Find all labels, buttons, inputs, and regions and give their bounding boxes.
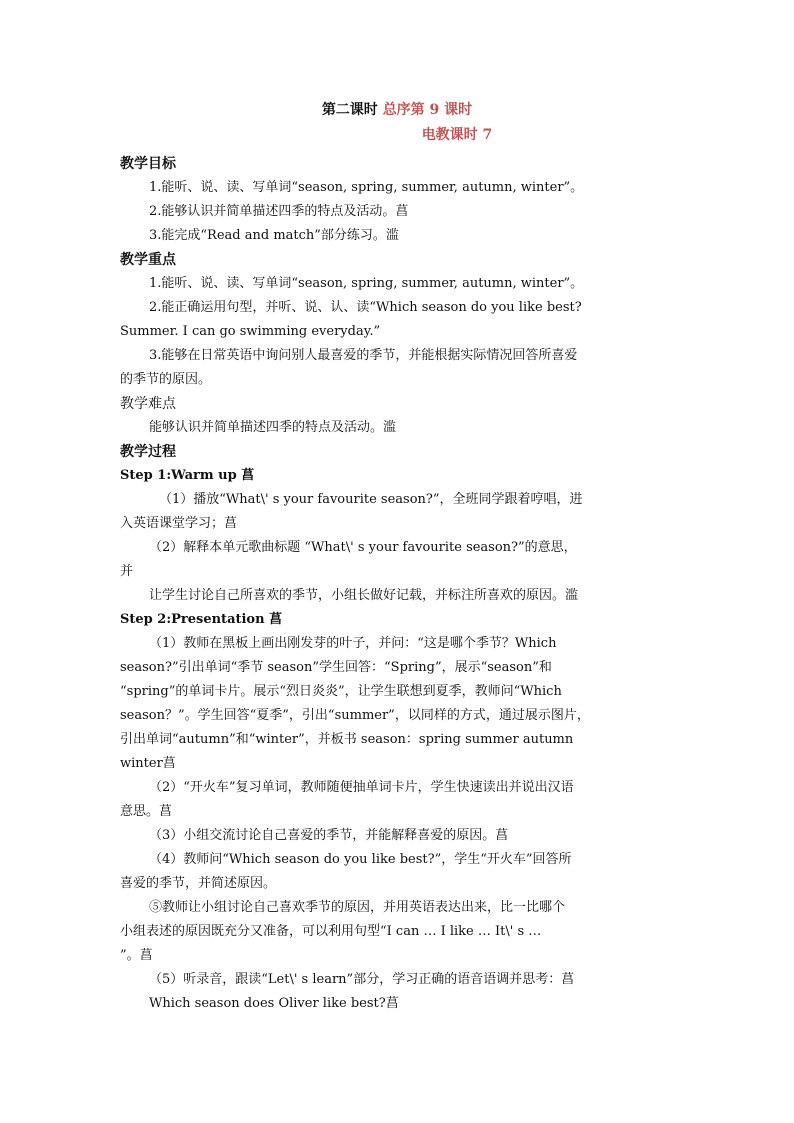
step1-line: 让学生讨论自己所喜欢的季节，小组长做好记载，并标注所喜欢的原因。滥 [149,588,579,603]
step2-line: winter菖 [120,756,176,771]
difficulty-heading: 教学难点 [120,396,176,412]
goal-item: 1.能听、说、读、写单词“season, spring, summer, autumn, winter”。 [149,180,584,195]
step2-line: （2）“开火车”复习单词，教师随便抽单词卡片，学生快速读出并说出汉语 [149,780,574,795]
goal-item: 3.能完成“Read and match”部分练习。滥 [149,228,399,243]
step2-line: Which season does Oliver like best?菖 [149,996,399,1011]
step2-line: season？”。学生回答“夏季”，引出“summer”，以同样的方式，通过展示图片， [120,708,590,723]
step2-line: 引出单词“autumn”和“winter”，并板书 season：spring summer autumn [120,732,574,747]
step2-heading: Step 2:Presentation 菖 [120,612,283,627]
step2-line: 小组表述的原因既充分又准备，可以利用句型“I can … I like … It\' s … [120,924,542,939]
goal-item: 2.能够认识并简单描述四季的特点及活动。菖 [149,204,409,219]
lesson-title-part1: 第二课时 [321,102,383,118]
step2-line: ”。菖 [120,948,153,963]
step2-line: （3）小组交流讨论自己喜爱的季节，并能解释喜爱的原因。菖 [149,828,509,843]
difficulty-text: 能够认识并简单描述四季的特点及活动。滥 [149,420,397,435]
step2-line: “spring”的单词卡片。展示“烈日炎炎”，让学生联想到夏季，教师问“Which [120,684,562,699]
step2-line: （5）听录音，跟读“Let\' s learn”部分，学习正确的语音语调并思考：菖 [149,972,575,987]
step2-line: season?”引出单词“季节 season”学生回答：“Spring”，展示“season”和 [120,660,552,675]
lesson-subtitle: 电教课时 7 [421,127,493,143]
step1-line: 入英语课堂学习；菖 [120,516,238,531]
focus-item: 3.能够在日常英语中询问别人最喜爱的季节，并能根据实际情况回答所喜爱 [149,348,578,363]
step1-line: （2）解释本单元歌曲标题 “What\' s your favourite season?”的意思， [149,540,577,555]
goals-heading: 教学目标 [120,156,176,172]
focus-item: 1.能听、说、读、写单词“season, spring, summer, autumn, winter”。 [149,276,584,291]
step2-line: 意思。菖 [120,804,173,819]
focus-heading: 教学重点 [120,252,176,268]
lesson-title [0,100,794,120]
process-heading: 教学过程 [120,444,176,460]
step1-line: （1）播放“What\' s your favourite season?”，全班同学跟着哼唱，进 [159,492,583,507]
focus-item-cont: Summer. I can go swimming everyday.” [120,324,381,339]
step2-line: 喜爱的季节，并简述原因。 [120,876,277,891]
step1-heading: Step 1:Warm up 菖 [120,468,255,483]
step2-line: （4）教师问“Which season do you like best?”，学生“开火车”回答所 [149,852,572,867]
step2-line: ⑤教师让小组讨论自己喜欢季节的原因，并用英语表达出来，比一比哪个 [149,900,566,915]
lesson-title-part2: 总序第 9 课时 [382,102,473,118]
step2-line: （1）教师在黑板上画出刚发芽的叶子，并问：“这是哪个季节？Which [149,636,557,651]
focus-item-cont: 的季节的原因。 [120,372,212,387]
document-body [120,152,680,1016]
step1-line: 并 [120,564,134,579]
focus-item: 2.能正确运用句型，并听、说、认、读“Which season do you like best? [149,300,582,315]
